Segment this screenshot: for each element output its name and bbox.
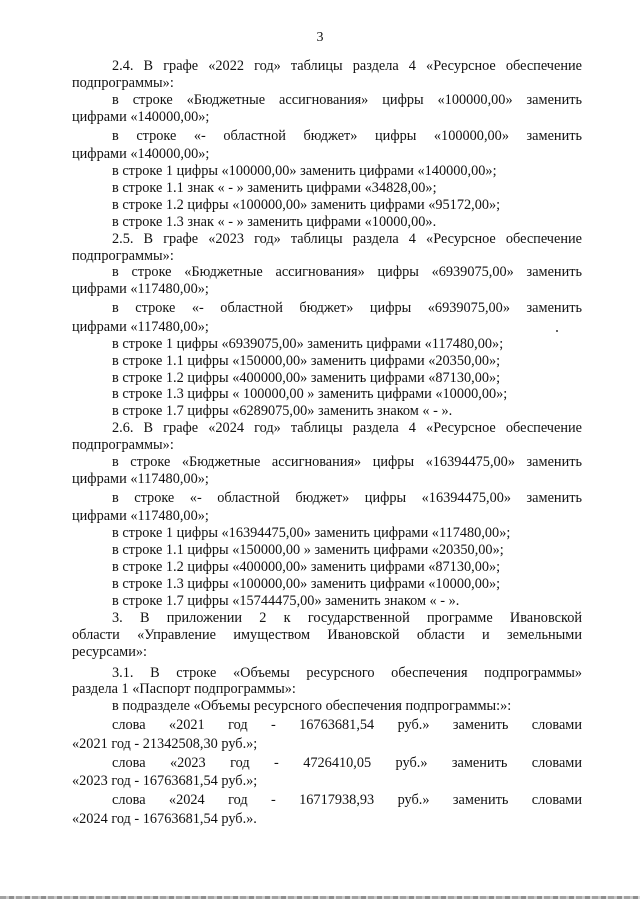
paragraph-line: «2023 год - 16763681,54 руб.»; xyxy=(72,773,258,790)
paragraph-line: в строке 1 цифры «16394475,00» заменить цифрами «117480,00»; xyxy=(112,525,511,542)
scan-speck xyxy=(556,330,558,332)
paragraph-line: цифрами «117480,00»; xyxy=(72,470,209,487)
paragraph-2-4-line: 2.4. В графе «2022 год» таблицы раздела 4 «Ресурсное обеспечение xyxy=(112,58,582,74)
paragraph-line: в строке 1.3 знак « - » заменить цифрами «10000,00». xyxy=(112,213,437,230)
paragraph-line: слова «2023 год - 4726410,05 руб.» заменить словами xyxy=(112,754,582,771)
paragraph-3-line: области «Управление имуществом Ивановской области и земельными xyxy=(72,626,582,643)
paragraph-line: в строке «Бюджетные ассигнования» цифры «100000,00» заменить xyxy=(112,91,582,108)
paragraph-line: цифрами «140000,00»; xyxy=(72,108,210,125)
paragraph-line: в строке «- областной бюджет» цифры «16394475,00» заменить xyxy=(112,489,582,506)
paragraph-line: в строке «- областной бюджет» цифры «100000,00» заменить xyxy=(112,127,582,144)
paragraph-line: в строке 1 цифры «100000,00» заменить цифрами «140000,00»; xyxy=(112,163,497,180)
paragraph-2-5-line: подпрограммы»: xyxy=(72,247,174,264)
paragraph-line: в строке «- областной бюджет» цифры «6939075,00» заменить xyxy=(112,300,582,317)
paragraph-line: в подразделе «Объемы ресурсного обеспечения подпрограммы:»: xyxy=(112,698,512,715)
paragraph-line: в строке 1.2 цифры «400000,00» заменить цифрами «87130,00»; xyxy=(112,559,501,576)
paragraph-line: в строке 1.1 цифры «150000,00 » заменить цифрами «20350,00»; xyxy=(112,542,504,559)
paragraph-line: в строке 1 цифры «6939075,00» заменить цифрами «117480,00»; xyxy=(112,335,504,352)
paragraph-line: цифрами «117480,00»; xyxy=(72,508,209,525)
paragraph-3-1-line: раздела 1 «Паспорт подпрограммы»: xyxy=(72,681,296,698)
paragraph-line: цифрами «117480,00»; xyxy=(72,318,209,335)
paragraph-line: цифрами «140000,00»; xyxy=(72,146,210,163)
page-number: 3 xyxy=(316,30,324,45)
paragraph-2-4-line: подпрограммы»: xyxy=(72,74,174,91)
paragraph-2-6-line: подпрограммы»: xyxy=(72,437,174,454)
paragraph-line: в строке 1.2 цифры «100000,00» заменить цифрами «95172,00»; xyxy=(112,196,501,213)
paragraph-3-line: ресурсами»: xyxy=(72,643,147,660)
paragraph-line: в строке 1.2 цифры «400000,00» заменить цифрами «87130,00»; xyxy=(112,369,501,386)
paragraph-line: слова «2024 год - 16717938,93 руб.» заменить словами xyxy=(112,792,582,809)
paragraph-line: в строке 1.1 знак « - » заменить цифрами «34828,00»; xyxy=(112,179,437,196)
paragraph-line: слова «2021 год - 16763681,54 руб.» заменить словами xyxy=(112,717,582,734)
paragraph-2-6-line: 2.6. В графе «2024 год» таблицы раздела 4 «Ресурсное обеспечение xyxy=(112,420,582,437)
scan-edge-artifact xyxy=(0,896,640,899)
paragraph-2-5-line: 2.5. В графе «2023 год» таблицы раздела 4 «Ресурсное обеспечение xyxy=(112,230,582,247)
paragraph-line: в строке 1.3 цифры « 100000,00 » заменить цифрами «10000,00»; xyxy=(112,386,508,403)
paragraph-line: в строке 1.3 цифры «100000,00» заменить цифрами «10000,00»; xyxy=(112,575,501,592)
paragraph-line: в строке 1.7 цифры «6289075,00» заменить знаком « - ». xyxy=(112,403,453,420)
document-body xyxy=(72,58,582,827)
paragraph-line: цифрами «117480,00»; xyxy=(72,281,209,298)
paragraph-3-line: 3. В приложении 2 к государственной программе Ивановской xyxy=(112,609,582,626)
paragraph-line: «2024 год - 16763681,54 руб.». xyxy=(72,810,257,827)
paragraph-line: в строке 1.7 цифры «15744475,00» заменить знаком « - ». xyxy=(112,592,460,609)
paragraph-line: «2021 год - 21342508,30 руб.»; xyxy=(72,735,258,752)
paragraph-line: в строке «Бюджетные ассигнования» цифры «16394475,00» заменить xyxy=(112,454,582,471)
paragraph-line: в строке «Бюджетные ассигнования» цифры «6939075,00» заменить xyxy=(112,264,582,281)
paragraph-line: в строке 1.1 цифры «150000,00» заменить цифрами «20350,00»; xyxy=(112,352,501,369)
paragraph-3-1-line: 3.1. В строке «Объемы ресурсного обеспечения подпрограммы» xyxy=(112,664,582,681)
